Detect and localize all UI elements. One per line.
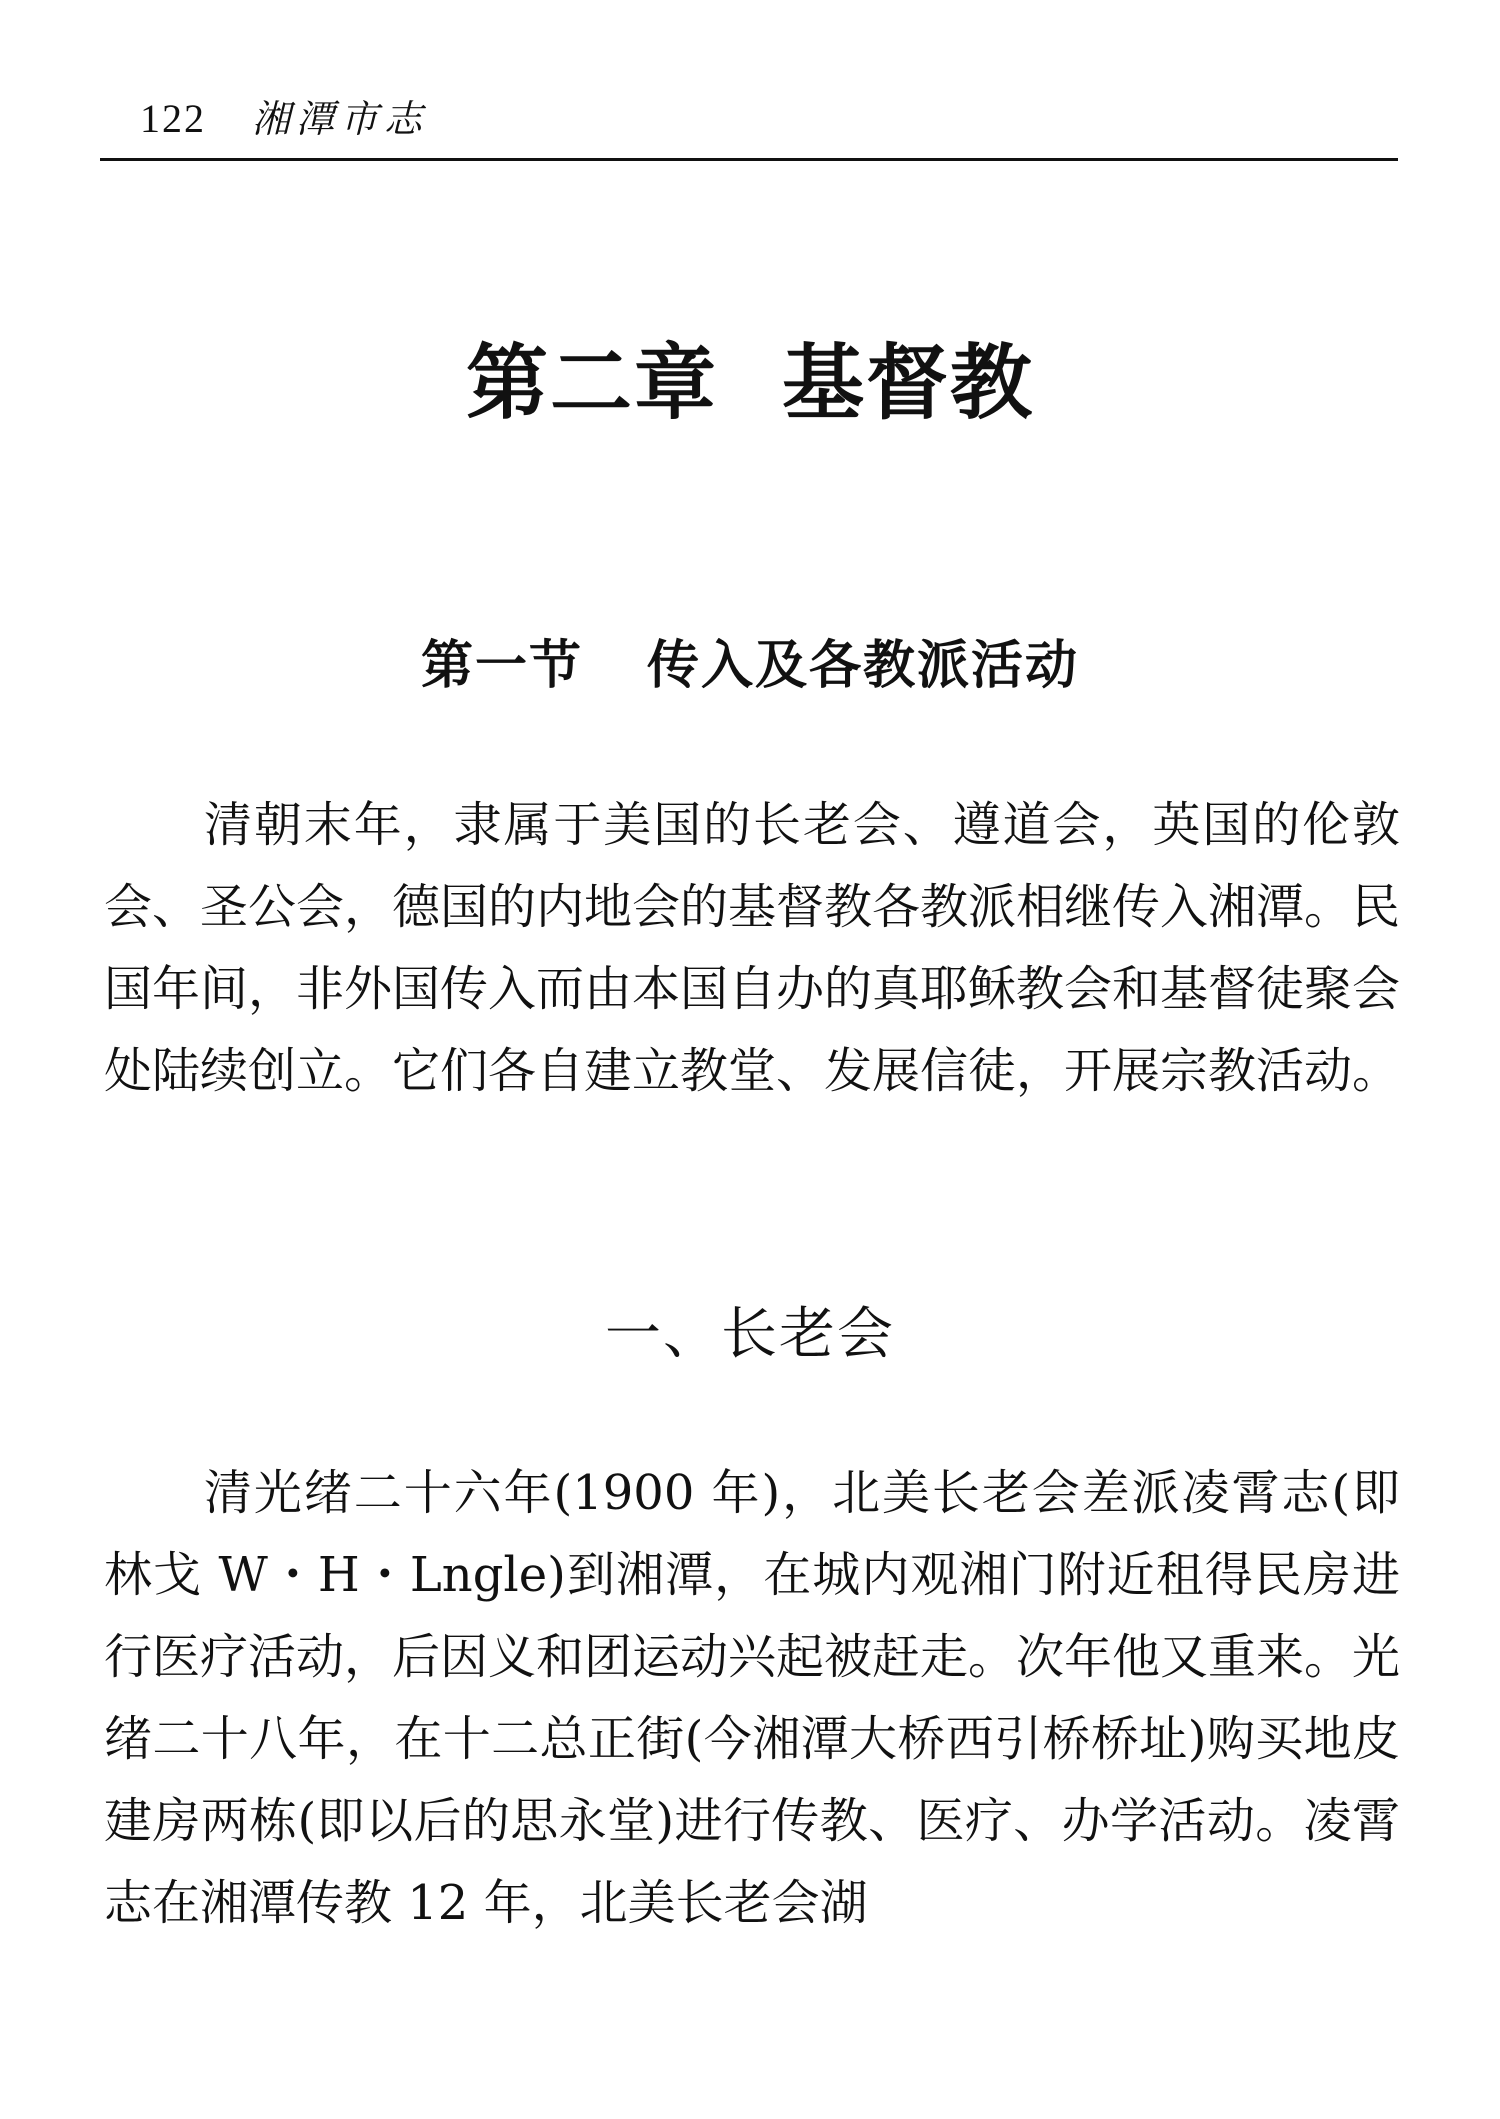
section-number: 第一节: [420, 636, 583, 696]
book-title: 湘潭市志: [252, 97, 429, 141]
chapter-number: 第二章: [465, 336, 718, 431]
subsection-title: 一、长老会: [605, 1302, 895, 1367]
chapter-title: [0, 318, 1500, 435]
running-header: [140, 88, 428, 148]
page-number: 122: [140, 96, 206, 141]
presbyterian-paragraph: 清光绪二十六年(1900 年)，北美长老会差派凌霄志(即林戈 W・H・Lngle)到湘潭，在城内观湘门附近租得民房进行医疗活动，后因义和团运动兴起被赶走。次年他又重来。光绪二十八年，在十二总正街(今湘潭大桥西引桥桥址)购买地皮建房两栋(即以后的思永堂)进行传教、医疗、办学活动。凌霄志在湘潭传教 12 年，北美长老会湖: [104, 1465, 1401, 1931]
intro-paragraph: 清朝末年，隶属于美国的长老会、遵道会，英国的伦敦会、圣公会，德国的内地会的基督教各教派相继传入湘潭。民国年间，非外国传入而由本国自办的真耶稣教会和基督徒聚会处陆续创立。它们各自建立教堂、发展信徒，开展宗教活动。: [104, 797, 1401, 1099]
section-title: [0, 623, 1500, 698]
header-rule: [100, 158, 1398, 161]
section-name: 传入及各教派活动: [647, 636, 1080, 696]
chapter-name: 基督教: [782, 336, 1035, 431]
